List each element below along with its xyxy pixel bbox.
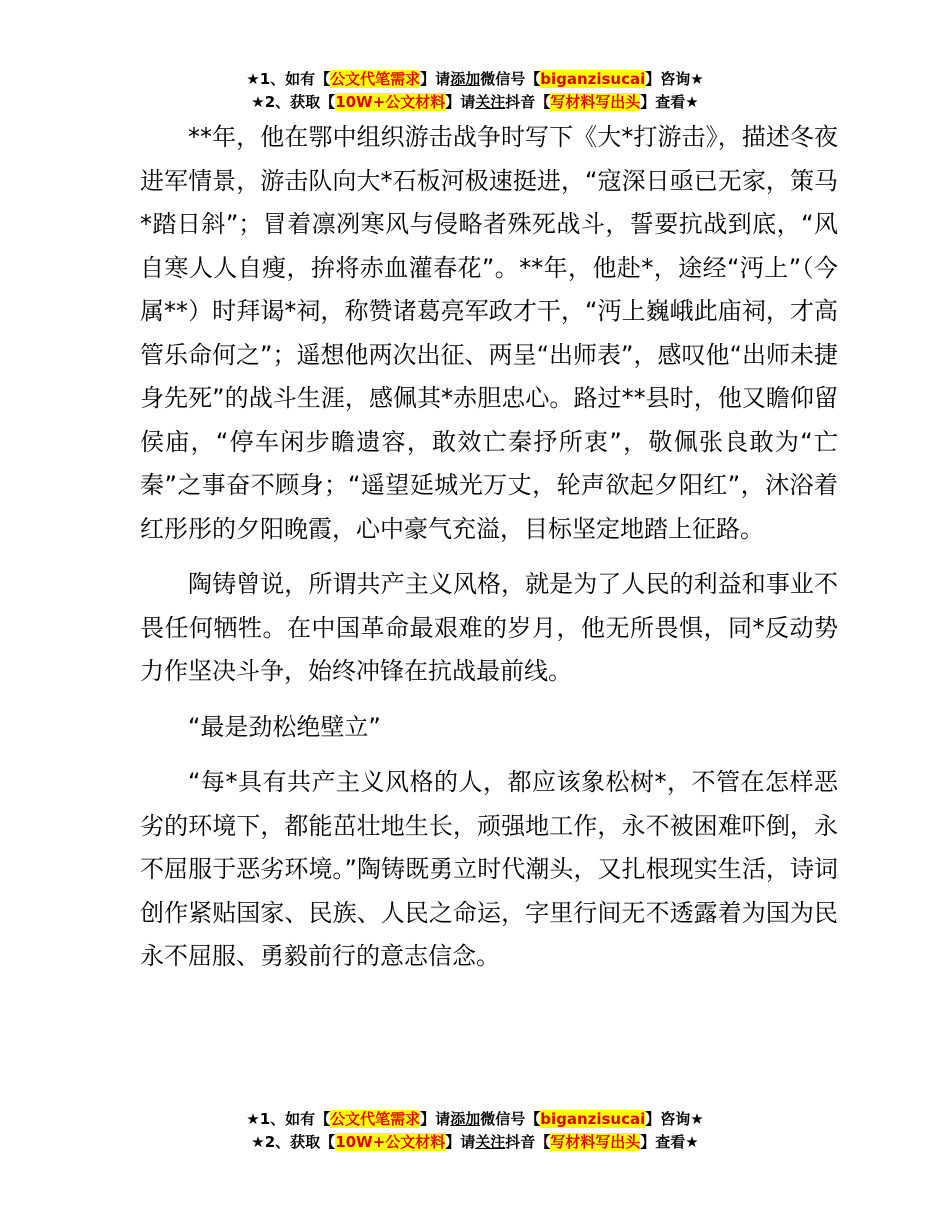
banner-underlined: 添加: [450, 70, 481, 88]
banner-text: 】请: [420, 1110, 451, 1128]
banner-text: 】请: [445, 93, 476, 111]
banner-text: 抖音【: [505, 93, 551, 111]
banner-text: 抖音【: [505, 1133, 551, 1151]
banner-underlined: 关注: [475, 1133, 506, 1151]
banner-highlight: 写材料写出头: [550, 93, 641, 111]
banner-text: 微信号【: [480, 1110, 541, 1128]
banner-underlined: 关注: [475, 93, 506, 111]
banner-text: ★1、如有【: [246, 1110, 331, 1128]
document-body: [140, 116, 838, 991]
paragraph: “每*具有共产主义风格的人，都应该象松树*，不管在怎样恶劣的环境下，都能茁壮地生长，顽强地工作，永不被困难吓倒，永不屈服于恶劣环境。”陶铸既勇立时代潮头，又扎根现实生活，诗词创作紧贴国家、民族、人民之命运，字里行间无不透露着为国为民永不屈服、勇毅前行的意志信念。: [140, 768, 838, 970]
paragraph: **年，他在鄂中组织游击战争时写下《大*打游击》，描述冬夜进军情景，游击队向大*石板河极速挺进，“寇深日亟已无家，策马*踏日斜”；冒着凛冽寒风与侵略者殊死战斗，誓要抗战到底，“风自寒人人自瘦，拚将赤血灌春花”。**年，他赴*，途经“沔上”（今属**）时拜谒*祠，称赞诸葛亮军政才干，“沔上巍峨此庙祠，才高管乐命何之”；遥想他两次出征、两呈“出师表”，感叹他“出师未捷身先死”的战斗生涯，感佩其*赤胆忠心。路过**县时，他又瞻仰留侯庙，“停车闲步瞻遗容，敢效亡秦抒所衷”，敬佩张良敢为“亡秦”之事奋不顾身；“遥望延城光万丈，轮声欲起夕阳红”，沐浴着红彤彤的夕阳晚霞，心中豪气充溢，目标坚定地踏上征路。: [140, 123, 838, 543]
banner-text: 】请: [420, 70, 451, 88]
banner-highlight: 公文代笔需求: [330, 70, 421, 88]
banner-text: ★1、如有【: [246, 70, 331, 88]
banner-text: 】请: [445, 1133, 476, 1151]
banner-highlight: 写材料写出头: [550, 1133, 641, 1151]
header-banner: [0, 68, 950, 114]
banner-text: ★2、获取【: [251, 1133, 336, 1151]
banner-highlight: 10W+公文材料: [335, 93, 446, 111]
banner-line-1: [0, 1108, 950, 1131]
banner-underlined: 添加: [450, 1110, 481, 1128]
paragraph: 陶铸曾说，所谓共产主义风格，就是为了人民的利益和事业不畏任何牺牲。在中国革命最艰难的岁月，他无所畏惧，同*反动势力作坚决斗争，始终冲锋在抗战最前线。: [140, 570, 838, 685]
banner-line-1: [0, 68, 950, 91]
banner-text: 微信号【: [480, 70, 541, 88]
banner-text: ★2、获取【: [251, 93, 336, 111]
banner-line-2: [0, 91, 950, 114]
banner-highlight: biganzisucai: [540, 1110, 646, 1128]
banner-text: 】咨询★: [645, 70, 704, 88]
banner-highlight: 公文代笔需求: [330, 1110, 421, 1128]
banner-text: 】查看★: [640, 93, 699, 111]
section-heading: “最是劲松绝壁立”: [188, 712, 381, 741]
banner-text: 】查看★: [640, 1133, 699, 1151]
banner-line-2: [0, 1131, 950, 1154]
banner-highlight: 10W+公文材料: [335, 1133, 446, 1151]
banner-text: 】咨询★: [645, 1110, 704, 1128]
banner-highlight: biganzisucai: [540, 70, 646, 88]
footer-banner: [0, 1108, 950, 1154]
